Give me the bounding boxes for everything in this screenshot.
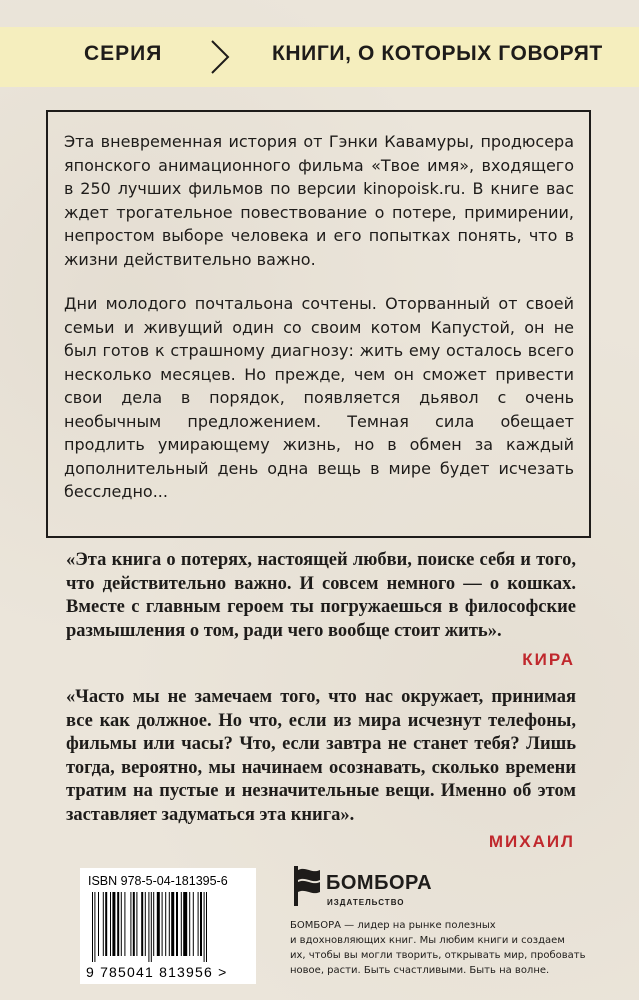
barcode-bar xyxy=(200,892,202,956)
review-author: МИХАИЛ xyxy=(488,832,575,851)
barcode-bar xyxy=(117,892,119,956)
barcode-bar xyxy=(145,892,146,956)
description-paragraph: Эта вневременная история от Гэнки Кавамуры, продюсера японского анимационного фильма «Твое имя», входящего в 250 лучших фильмов по версии kinopoisk.ru. В книге вас ждет трогательное повествование о потере, примирении, непростом выборе человека и его попытках понять, что в жизни действительно важно. xyxy=(64,132,574,269)
barcode-bar xyxy=(148,892,149,962)
barcode-bar xyxy=(198,892,199,956)
barcode-bar xyxy=(157,892,160,956)
blurb-line: БОМБОРА — лидер на рынке полезных xyxy=(290,920,496,931)
barcode-bar xyxy=(169,892,170,956)
blurb-line: и вдохновляющих книг. Мы любим книги и создаем xyxy=(290,935,565,946)
blurb-line: новое, расти. Быть счастливыми. Быть на волне. xyxy=(290,965,550,976)
blurb-line: их, чтобы вы могли творить, открывать мир, пробовать xyxy=(290,950,586,961)
barcode-bar xyxy=(153,892,154,956)
barcode-bar xyxy=(206,892,207,962)
barcode-bar xyxy=(98,892,99,956)
publisher-blurb xyxy=(290,918,590,978)
barcode-bar xyxy=(189,892,190,956)
description-paragraph: Дни молодого почтальона сочтены. Оторванный от своей семьи и живущий один со своим котом Капустой, он не был готов к страшному диагнозу: жить ему осталось всего несколько месяцев. Но прежде, чем он сможет привести свои дела в порядок, появляется дьявол с очень необычным предложением. Темная сила обещает продлить умирающему жизнь, но в обмен за каждый дополнительный день одна вещь в мире будет исчезать бесследно... xyxy=(64,294,574,501)
barcode-bar xyxy=(136,892,137,956)
barcode-bar xyxy=(121,892,122,956)
publisher-subtitle: ИЗДАТЕЛЬСТВО xyxy=(327,898,405,907)
chevron-right-icon xyxy=(206,37,234,77)
series-label: СЕРИЯ xyxy=(84,42,163,65)
barcode-bar xyxy=(133,892,135,956)
review-quote: «Часто мы не замечаем того, что нас окружает, принимая все как должное. Но что, если из мира исчезнут телефоны, фильмы или часы? Что, если завтра не станет тебя? Лишь тогда, вероятно, мы начинаем осознавать, сколько времени тратим на пустые и незначительные вещи. Именно об этом заставляет задуматься эта книга». xyxy=(66,687,576,825)
barcode-box xyxy=(80,868,256,984)
barcode-bar xyxy=(130,892,131,956)
barcode-bar xyxy=(183,892,187,956)
review-author: КИРА xyxy=(522,650,575,669)
barcode-bar xyxy=(103,892,104,956)
series-name: КНИГИ, О КОТОРЫХ ГОВОРЯТ xyxy=(272,42,603,65)
barcode-bar xyxy=(141,892,143,956)
barcode-bar xyxy=(151,892,152,962)
isbn-number: ISBN 978-5-04-181395-6 xyxy=(88,874,228,888)
barcode-bar xyxy=(204,892,205,962)
barcode-bar xyxy=(110,892,111,956)
barcode-bar xyxy=(165,892,166,956)
barcode-digits: 9 785041 813956 > xyxy=(86,964,228,980)
barcode-bar xyxy=(94,892,95,962)
barcode-bar xyxy=(176,892,178,956)
barcode-bar xyxy=(171,892,174,956)
barcode-bar xyxy=(124,892,125,956)
review-quote: «Эта книга о потерях, настоящей любви, поиске себя и того, что действительно важно. И совсем немного — о кошках. Вместе с главным героем ты погружаешься в философские размышления о том, ради чего вообще стоит жить». xyxy=(66,550,576,641)
barcode-icon xyxy=(86,892,250,962)
barcode-bar xyxy=(92,892,93,962)
barcode-bar xyxy=(193,892,194,956)
barcode-bar xyxy=(112,892,115,956)
barcode-bar xyxy=(181,892,182,956)
barcode-bar xyxy=(162,892,163,956)
bombora-flag-icon xyxy=(290,866,322,906)
publisher-name: БОМБОРА xyxy=(326,872,433,894)
barcode-bar xyxy=(105,892,107,956)
